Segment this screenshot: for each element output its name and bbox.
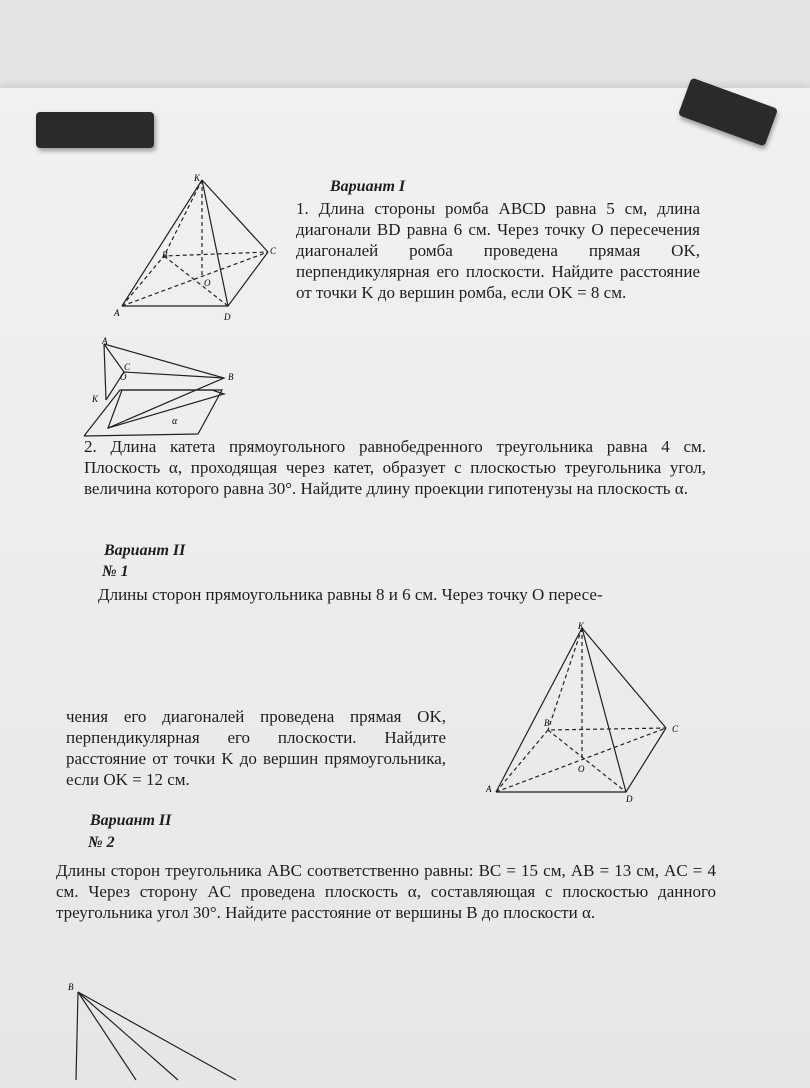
pyramid2-label-C: C (672, 724, 679, 734)
triangle-plane-label-B: B (228, 372, 234, 382)
triangle3-label-B: B (68, 982, 74, 992)
variant1-problem2: 2. Длина катета прямоугольного равнобедренного треугольника равна 4 см. Плоскость α, проходящая через катет, образует с плоскостью треугольника угол, величина которого равна 30°. Найдите длину проекции гипотенузы на плоскость α. (84, 437, 706, 498)
variant2a-title: Вариант II (104, 542, 186, 559)
pyramid1-label-A: A (114, 308, 120, 318)
magnet-left (36, 112, 154, 148)
pyramid1-label-C: C (270, 246, 277, 256)
pyramid2-label-O: O (578, 764, 585, 774)
triangle-plane-label-A: A (102, 336, 108, 346)
triangle-plane-figure (80, 336, 240, 435)
pyramid1-label-O: O (204, 278, 211, 288)
pyramid1-label-D: D (224, 312, 231, 322)
variant2b-title: Вариант II (90, 812, 172, 829)
pyramid1-label-B: B (162, 250, 168, 260)
variant1-title: Вариант I (330, 178, 406, 195)
variant2a-number: № 1 (102, 563, 129, 580)
variant2a-text-end: чения его диагоналей проведена прямая OK, перпендикулярная его плоскости. Найдите расстояние от точки K до вершин прямоугольника, если OK = 12 см. (66, 707, 446, 789)
pyramid-figure-2 (486, 620, 686, 805)
pyramid-figure-1 (110, 172, 290, 322)
variant2b-text: Длины сторон треугольника ABC соответственно равны: BC = 15 см, AB = 13 см, AC = 4 см. Через сторону AC проведена плоскость α, составляющая с плоскостью данного треугольника угол 30°. Найдите расстояние от вершины B до плоскости α. (56, 861, 716, 922)
variant1-problem1: 1. Длина стороны ромба ABCD равна 5 см, длина диагонали BD равна 6 см. Через точку O пересечения диагоналей ромба проведена прямая OK, перпендикулярная его плоскости. Найдите расстояние от точки K до вершин ромба, если OK = 8 см. (296, 199, 700, 302)
triangle-plane-label-C: C (124, 362, 131, 372)
variant2a-text-start: Длины сторон прямоугольника равны 8 и 6 см. Через точку O пересе- (98, 585, 603, 604)
pyramid1-label-K: K (194, 173, 201, 183)
variant2b-number: № 2 (88, 834, 115, 851)
pyramid2-label-A: A (486, 784, 492, 794)
pyramid2-label-K: K (578, 621, 585, 631)
pyramid2-label-B: B (544, 718, 550, 728)
triangle-plane-label-alpha: α (172, 416, 178, 427)
pyramid2-label-D: D (626, 794, 633, 804)
triangle-plane-label-O: O (120, 372, 127, 382)
triangle-figure-3 (60, 980, 280, 1080)
triangle-plane-label-K: K (92, 394, 99, 404)
